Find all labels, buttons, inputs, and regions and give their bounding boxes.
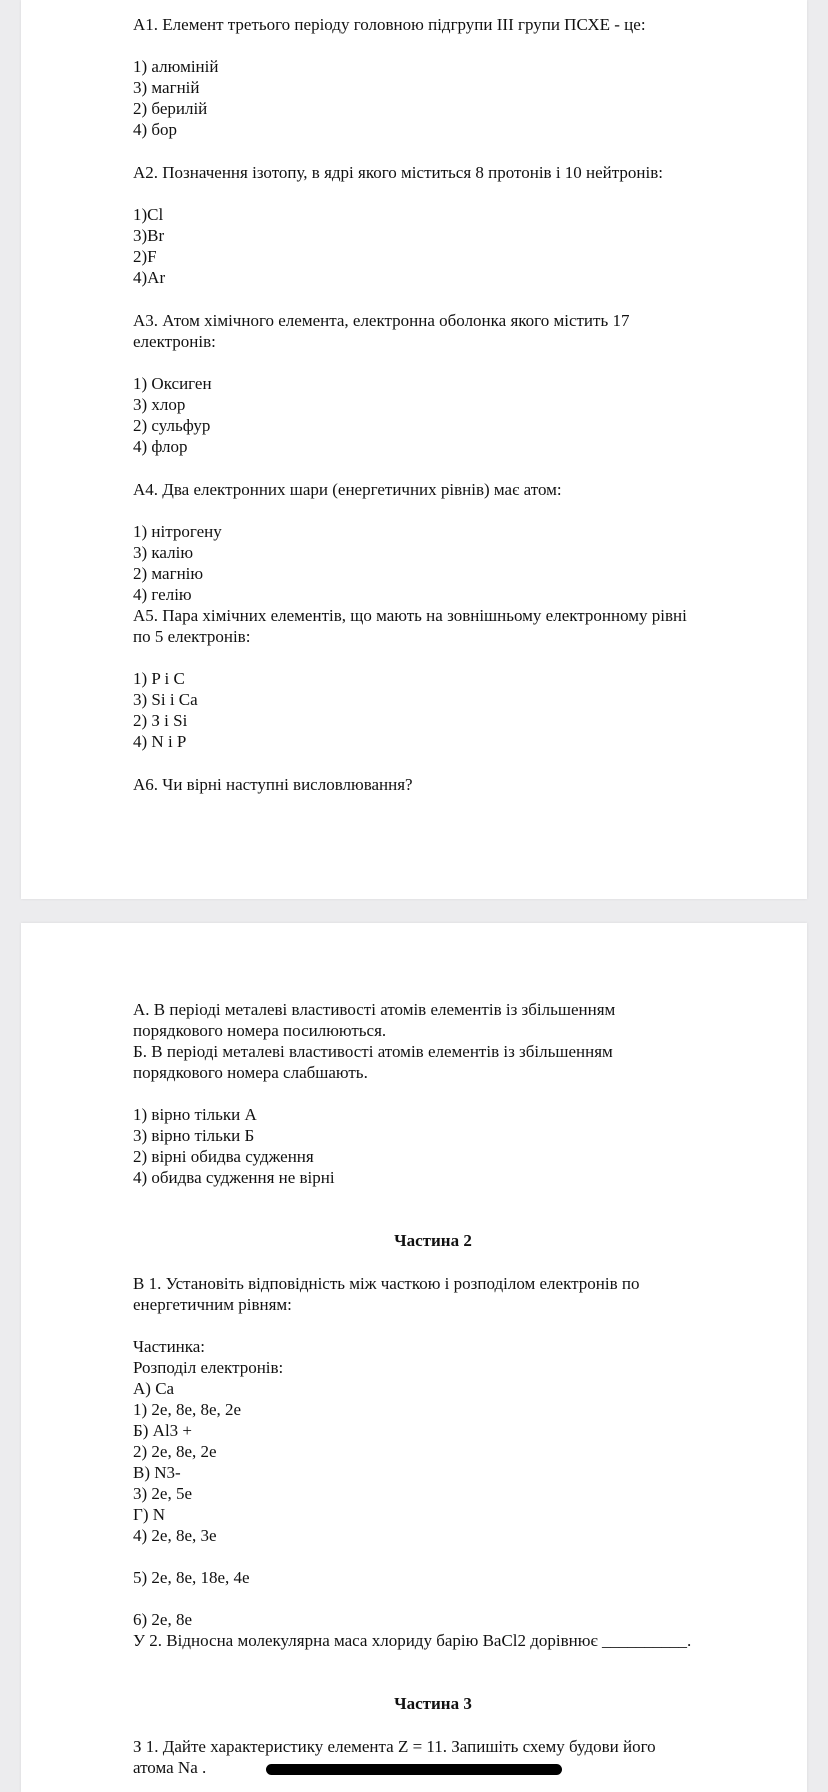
a3-option: 1) Оксиген [133, 374, 212, 393]
home-indicator[interactable] [266, 1764, 562, 1775]
a5-option: 2) З і Si [133, 711, 188, 730]
a2-option: 1)Cl [133, 205, 164, 224]
statement-a-cont: порядкового номера посилюються. [133, 1021, 387, 1040]
question-b2: У 2. Відносна молекулярна маса хлориду барію BaCl2 дорівнює __________. [133, 1631, 692, 1650]
a4-option: 1) нітрогену [133, 522, 222, 541]
question-a2: А2. Позначення ізотопу, в ядрі якого міститься 8 протонів і 10 нейтронів: [133, 163, 663, 182]
a2-option: 4)Ar [133, 268, 166, 287]
b1-item: 1) 2е, 8е, 8е, 2е [133, 1400, 242, 1419]
statement-b: Б. В періоді металеві властивості атомів елементів із збільшенням [133, 1042, 613, 1061]
question-a3: А3. Атом хімічного елемента, електронна оболонка якого містить 17 [133, 311, 630, 330]
b1-label-distribution: Розподіл електронів: [133, 1358, 284, 1377]
part-3-title: Частина 3 [394, 1694, 472, 1713]
a2-option: 2)F [133, 247, 157, 266]
b1-item: 6) 2е, 8е [133, 1610, 193, 1629]
page-1-content [133, 14, 773, 795]
b1-item: 2) 2е, 8е, 2е [133, 1442, 217, 1461]
b1-item: Г) N [133, 1505, 166, 1524]
b1-item: 5) 2е, 8е, 18е, 4е [133, 1568, 250, 1587]
b1-item: А) Ca [133, 1379, 175, 1398]
a6-option: 2) вірні обидва судження [133, 1147, 314, 1166]
question-b1: В 1. Установіть відповідність між часткою і розподілом електронів по [133, 1274, 640, 1293]
question-b1-cont: енергетичним рівням: [133, 1295, 292, 1314]
a3-option: 3) хлор [133, 395, 186, 414]
b1-label-particle: Частинка: [133, 1337, 206, 1356]
a2-option: 3)Br [133, 226, 165, 245]
page-2-content [133, 999, 773, 1778]
question-a1: А1. Елемент третього періоду головною підгрупи ІІІ групи ПСХЕ - це: [133, 15, 646, 34]
question-a5: А5. Пара хімічних елементів, що мають на зовнішньому електронному рівні [133, 606, 687, 625]
statement-b-cont: порядкового номера слабшають. [133, 1063, 368, 1082]
a4-option: 4) гелію [133, 585, 192, 604]
question-a4: А4. Два електронних шари (енергетичних рівнів) має атом: [133, 480, 562, 499]
a3-option: 4) флор [133, 437, 188, 456]
question-a3-cont: електронів: [133, 332, 216, 351]
part-2-title: Частина 2 [394, 1231, 472, 1250]
question-c1-cont: атома Na . [133, 1758, 207, 1777]
b1-item: 4) 2е, 8е, 3е [133, 1526, 217, 1545]
a4-option: 3) калію [133, 543, 194, 562]
a5-option: 1) P і C [133, 669, 185, 688]
question-a5-cont: по 5 електронів: [133, 627, 251, 646]
document-page-1 [21, 0, 807, 899]
document-page-2 [21, 923, 807, 1792]
a5-option: 3) Si і Ca [133, 690, 198, 709]
a1-option: 3) магній [133, 78, 200, 97]
question-a6: А6. Чи вірні наступні висловлювання? [133, 775, 413, 794]
question-c1: З 1. Дайте характеристику елемента Z = 11. Запишіть схему будови його [133, 1737, 656, 1756]
a1-option: 4) бор [133, 120, 178, 139]
a1-option: 1) алюміній [133, 57, 219, 76]
b1-item: Б) Al3 + [133, 1421, 193, 1440]
b1-item: В) N3- [133, 1463, 181, 1482]
statement-a: А. В періоді металеві властивості атомів елементів із збільшенням [133, 1000, 616, 1019]
b1-item: 3) 2е, 5е [133, 1484, 193, 1503]
a6-option: 3) вірно тільки Б [133, 1126, 255, 1145]
a6-option: 4) обидва судження не вірні [133, 1168, 335, 1187]
a3-option: 2) сульфур [133, 416, 211, 435]
a5-option: 4) N і P [133, 732, 187, 751]
a1-option: 2) берилій [133, 99, 208, 118]
a4-option: 2) магнію [133, 564, 204, 583]
a6-option: 1) вірно тільки А [133, 1105, 257, 1124]
